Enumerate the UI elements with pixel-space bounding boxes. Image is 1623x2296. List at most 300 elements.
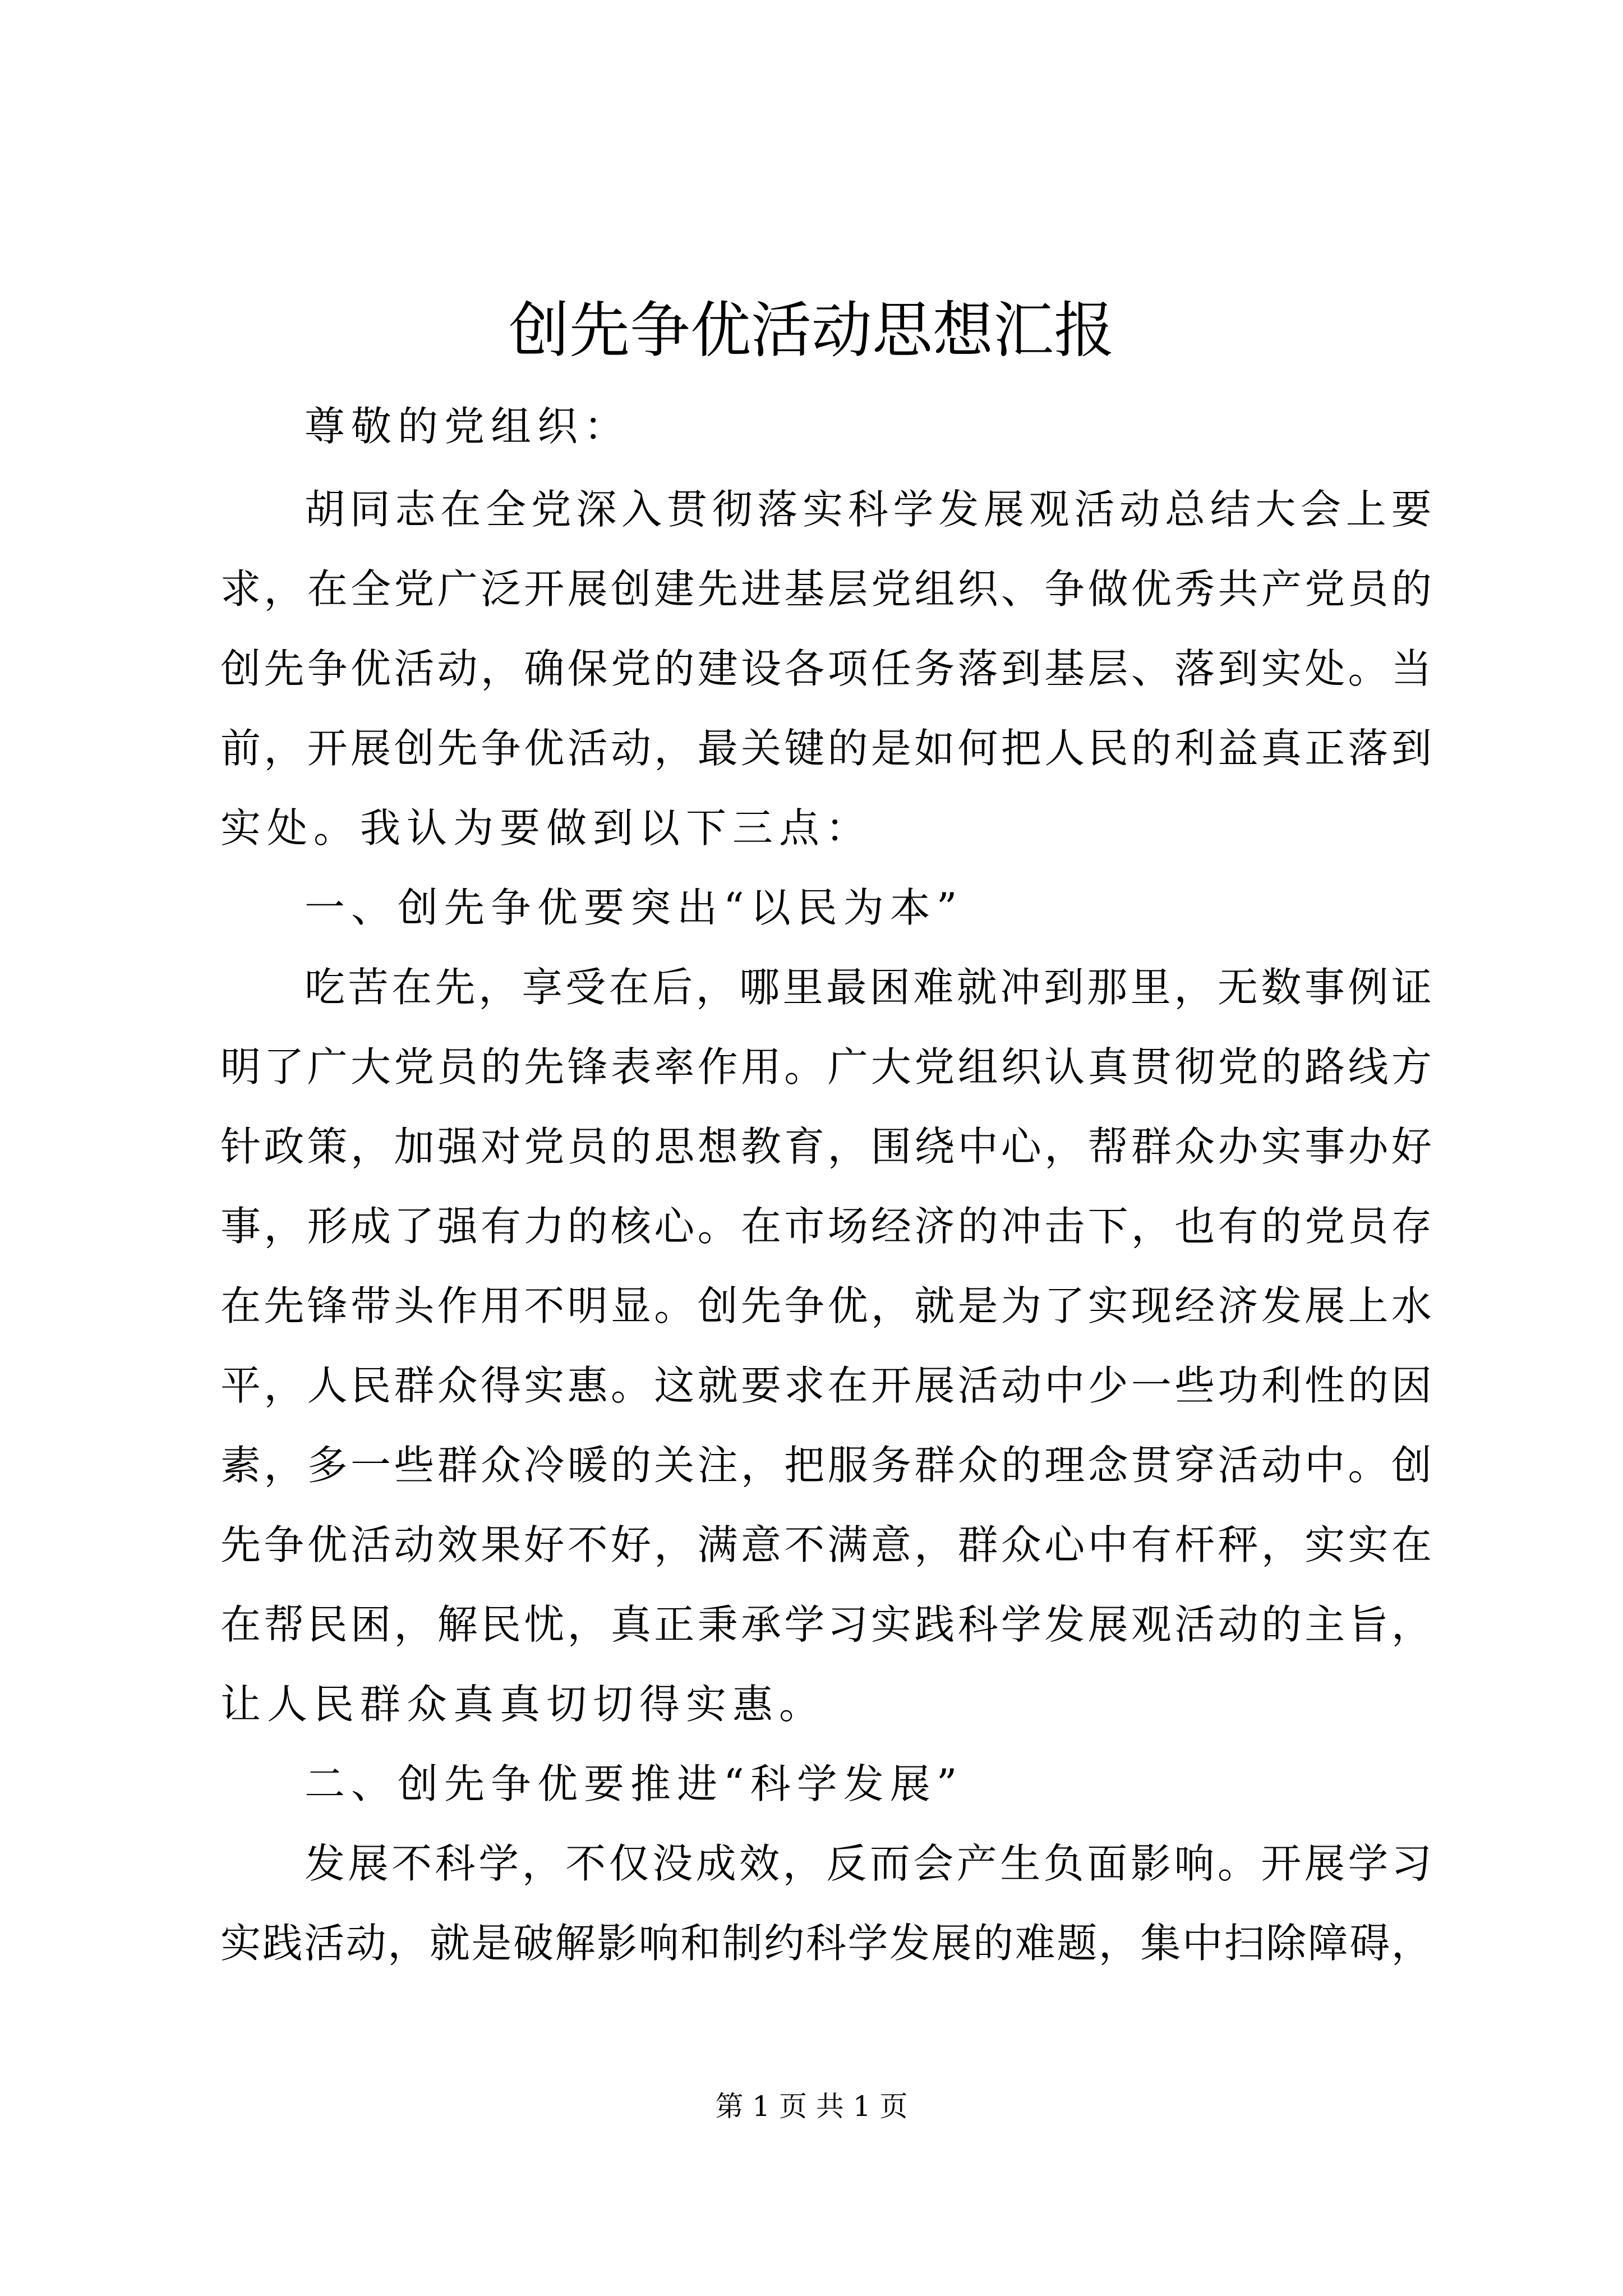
section-heading-2-text: 二、创先争优要推进“科学发展”: [305, 1760, 963, 1807]
glyph: 党: [524, 1123, 565, 1170]
glyph: 党: [610, 645, 651, 692]
glyph: 数: [1261, 964, 1302, 1011]
glyph: 的: [1261, 1601, 1302, 1648]
glyph: 解: [555, 1920, 596, 1967]
glyph: 实: [220, 1920, 261, 1967]
glyph: 先: [697, 565, 738, 613]
glyph: 活: [957, 1362, 998, 1409]
glyph: 建: [654, 565, 695, 613]
glyph: 贯: [1131, 1043, 1172, 1091]
glyph: 的: [1261, 1203, 1302, 1250]
glyph: 注: [697, 1442, 738, 1489]
glyph: 些: [394, 1442, 435, 1489]
glyph: 水: [1391, 1282, 1432, 1329]
glyph: 杆: [1174, 1521, 1215, 1568]
glyph: 破: [513, 1920, 554, 1967]
glyph: 先: [437, 725, 478, 772]
glyph: 先: [220, 1521, 261, 1568]
glyph: ，: [870, 1282, 911, 1329]
glyph: 彻: [1174, 1043, 1215, 1091]
glyph: 层: [827, 565, 868, 613]
glyph: 暖: [567, 1442, 608, 1489]
glyph: 帮: [1087, 1123, 1128, 1170]
glyph: 志: [395, 486, 436, 533]
glyph: 冷: [524, 1442, 565, 1489]
glyph: 动: [610, 725, 651, 772]
glyph: ，: [264, 725, 305, 772]
glyph: 群: [957, 1521, 998, 1568]
paragraph-1-line: [220, 555, 1432, 623]
glyph: 键: [784, 725, 825, 772]
glyph: 发: [1044, 1601, 1085, 1648]
glyph: 组: [914, 565, 955, 613]
glyph: 针: [220, 1123, 261, 1170]
paragraph-2-line: [220, 1272, 1432, 1340]
glyph: ，: [388, 1920, 428, 1967]
glyph: 也: [1174, 1203, 1215, 1250]
glyph: 共: [1218, 565, 1258, 613]
glyph: ，: [1261, 1521, 1302, 1568]
glyph: ，: [914, 1521, 955, 1568]
glyph: 利: [1174, 725, 1215, 772]
glyph: 员: [437, 1043, 478, 1091]
glyph: 科: [435, 1840, 476, 1887]
glyph: 障: [1307, 1920, 1348, 1967]
glyph: 动: [1218, 1601, 1258, 1648]
glyph: 项: [827, 645, 868, 692]
glyph: 在: [608, 964, 649, 1011]
glyph: 的: [957, 1203, 998, 1250]
glyph: ，: [264, 1442, 305, 1489]
glyph: 要: [740, 1362, 781, 1409]
glyph: ，: [654, 1521, 695, 1568]
glyph: 明: [567, 1282, 608, 1329]
glyph: 员: [1348, 1203, 1389, 1250]
glyph: 力: [524, 1203, 565, 1250]
glyph: 上: [1345, 486, 1386, 533]
glyph: 学: [1348, 1840, 1389, 1887]
glyph: 动: [1261, 1442, 1302, 1489]
glyph: 开: [307, 725, 348, 772]
glyph: 习: [1391, 1840, 1432, 1887]
glyph: 各: [784, 645, 825, 692]
glyph: 保: [567, 645, 608, 692]
glyph: 科: [847, 486, 888, 533]
glyph: 开: [870, 1362, 911, 1409]
glyph: 最: [697, 725, 738, 772]
glyph: 建: [697, 645, 738, 692]
glyph: 事: [1304, 1123, 1345, 1170]
glyph: 党: [1218, 1043, 1258, 1091]
glyph: 实: [1087, 1282, 1128, 1329]
glyph: 入: [621, 486, 662, 533]
glyph: 科: [805, 1920, 846, 1967]
glyph: ，: [394, 1601, 435, 1648]
glyph: 的: [610, 1442, 651, 1489]
glyph: 落: [957, 645, 998, 692]
glyph: 的: [654, 645, 695, 692]
section-heading-1: [305, 874, 1432, 941]
glyph: 基: [1044, 645, 1085, 692]
glyph: 除: [1266, 1920, 1307, 1967]
glyph: 展: [348, 1840, 389, 1887]
glyph: 、: [1131, 645, 1172, 692]
glyph: 众: [1174, 1123, 1215, 1170]
glyph: 务: [870, 1442, 911, 1489]
glyph: 设: [740, 645, 781, 692]
glyph: 学: [478, 1840, 519, 1887]
glyph: 心: [1000, 1123, 1041, 1170]
glyph: 受: [565, 964, 606, 1011]
glyph: 学: [893, 486, 934, 533]
paragraph-3-line: [220, 1910, 1432, 1977]
glyph: 中: [1304, 1442, 1345, 1489]
glyph: 众: [437, 1362, 478, 1409]
glyph: 处: [1304, 645, 1345, 692]
glyph: 动: [345, 1920, 386, 1967]
glyph: 展: [1304, 1840, 1345, 1887]
glyph: 实: [803, 486, 843, 533]
glyph: 活: [1218, 1442, 1258, 1489]
glyph: 上: [1348, 1282, 1389, 1329]
glyph: 秀: [1174, 565, 1215, 613]
glyph: ，: [567, 1601, 608, 1648]
section-heading-1-text: 一、创先争优要突出“以民为本”: [305, 884, 963, 931]
glyph: 经: [870, 1203, 911, 1250]
glyph: 因: [1391, 1362, 1432, 1409]
glyph: 群: [1131, 1123, 1172, 1170]
glyph: 先: [264, 1282, 305, 1329]
glyph: 的: [610, 1123, 651, 1170]
glyph: 任: [870, 645, 911, 692]
glyph: 一: [1131, 1362, 1172, 1409]
glyph: 争: [1044, 565, 1085, 613]
glyph: 优: [1131, 565, 1172, 613]
glyph: ，: [1098, 1920, 1139, 1967]
glyph: 响: [638, 1920, 679, 1967]
glyph: 有: [480, 1203, 521, 1250]
glyph: 表: [610, 1043, 651, 1091]
glyph: 的: [480, 1043, 521, 1091]
glyph: 会: [1301, 486, 1341, 533]
glyph: 想: [697, 1123, 738, 1170]
glyph: 党: [1304, 565, 1345, 613]
document-title: 创先争优活动思想汇报: [508, 296, 1114, 366]
glyph: 。: [697, 1203, 738, 1250]
glyph: 民: [307, 1601, 348, 1648]
glyph: 策: [307, 1123, 348, 1170]
glyph: 旨: [1348, 1601, 1389, 1648]
glyph: 苦: [348, 964, 389, 1011]
glyph: 强: [437, 1203, 478, 1250]
glyph: 在: [391, 964, 432, 1011]
glyph: 众: [1000, 1521, 1041, 1568]
glyph: 线: [1348, 1043, 1389, 1091]
glyph: 中: [1182, 1920, 1223, 1967]
glyph: 为: [1000, 1282, 1041, 1329]
glyph: 满: [697, 1521, 738, 1568]
glyph: 动: [394, 1521, 435, 1568]
glyph: 。: [654, 1282, 695, 1329]
glyph: 真: [1087, 1043, 1128, 1091]
glyph: 展: [567, 565, 608, 613]
glyph: 主: [1304, 1601, 1345, 1648]
glyph: 在: [1391, 1521, 1432, 1568]
glyph: 济: [1218, 1282, 1258, 1329]
glyph: 广: [437, 565, 478, 613]
glyph: 深: [576, 486, 617, 533]
glyph: 发: [305, 1840, 345, 1887]
glyph: 展: [1087, 1601, 1128, 1648]
glyph: 多: [307, 1442, 348, 1489]
glyph: 锋: [307, 1282, 348, 1329]
glyph: 同: [349, 486, 390, 533]
glyph: 中: [1044, 1362, 1085, 1409]
glyph: 如: [914, 725, 955, 772]
paragraph-2-line: [220, 1671, 1432, 1738]
glyph: 在: [827, 1362, 868, 1409]
paragraph-1-last-line: 实处。我认为要做到以下三点：: [220, 804, 873, 852]
glyph: 优: [307, 1521, 348, 1568]
glyph: 不: [565, 1840, 606, 1887]
glyph: 人: [307, 1362, 348, 1409]
paragraph-1-line: [220, 794, 1432, 862]
glyph: 动: [1119, 486, 1160, 533]
glyph: 解: [437, 1601, 478, 1648]
glyph: 开: [1261, 1840, 1302, 1887]
glyph: 市: [784, 1203, 825, 1250]
glyph: 确: [524, 645, 565, 692]
glyph: 实: [1261, 645, 1302, 692]
glyph: 在: [220, 1282, 261, 1329]
glyph: 成: [695, 1840, 736, 1887]
glyph: 教: [740, 1123, 781, 1170]
glyph: 心: [1044, 1521, 1085, 1568]
glyph: 动: [1000, 1362, 1041, 1409]
glyph: 的: [1261, 1043, 1302, 1091]
glyph: 广: [307, 1043, 348, 1091]
glyph: 制: [722, 1920, 763, 1967]
glyph: 的: [1391, 565, 1432, 613]
glyph: 效: [739, 1840, 780, 1887]
glyph: 活: [304, 1920, 345, 1967]
glyph: 展: [1304, 1282, 1345, 1329]
glyph: 中: [957, 1123, 998, 1170]
glyph: 员: [567, 1123, 608, 1170]
glyph: ，: [264, 1203, 305, 1250]
glyph: 例: [1348, 964, 1389, 1011]
paragraph-2-line: [220, 1113, 1432, 1180]
glyph: 承: [740, 1601, 781, 1648]
glyph: 是: [471, 1920, 512, 1967]
glyph: 少: [1087, 1362, 1128, 1409]
paragraph-2-line: [220, 1033, 1432, 1101]
glyph: ，: [264, 565, 305, 613]
paragraph-2-last-line: 让人民群众真真切切得实惠。: [220, 1681, 826, 1728]
glyph: ，: [654, 725, 695, 772]
glyph: 率: [654, 1043, 695, 1091]
glyph: 党: [394, 1043, 435, 1091]
paragraph-2-line: [220, 1511, 1432, 1579]
glyph: 彻: [712, 486, 753, 533]
glyph: 最: [826, 964, 867, 1011]
glyph: 观: [1131, 1601, 1172, 1648]
glyph: 响: [1174, 1840, 1215, 1887]
glyph: 。: [1348, 1442, 1389, 1489]
glyph: 组: [957, 1043, 998, 1091]
glyph: 学: [847, 1920, 888, 1967]
glyph: 发: [938, 486, 979, 533]
glyph: 的: [827, 725, 868, 772]
glyph: 关: [654, 1442, 695, 1489]
glyph: 服: [827, 1442, 868, 1489]
glyph: 作: [437, 1282, 478, 1329]
glyph: 织: [957, 565, 998, 613]
glyph: ，: [522, 1840, 562, 1887]
glyph: 强: [437, 1123, 478, 1170]
glyph: 好: [1391, 1123, 1432, 1170]
glyph: ，: [1044, 1123, 1085, 1170]
glyph: 到: [1391, 725, 1432, 772]
glyph: 群: [394, 1362, 435, 1409]
glyph: 在: [220, 1601, 261, 1648]
glyph: 享: [522, 964, 562, 1011]
glyph: 是: [870, 725, 911, 772]
glyph: 意: [740, 1521, 781, 1568]
glyph: 反: [826, 1840, 867, 1887]
glyph: 在: [440, 486, 481, 533]
glyph: 的: [1131, 725, 1172, 772]
glyph: 思: [654, 1123, 695, 1170]
glyph: ，: [740, 1442, 781, 1489]
glyph: 科: [957, 1601, 998, 1648]
glyph: 。: [610, 1362, 651, 1409]
glyph: 真: [1261, 725, 1302, 772]
glyph: 没: [652, 1840, 693, 1887]
glyph: 到: [1000, 645, 1041, 692]
glyph: 下: [1087, 1203, 1128, 1250]
glyph: 民: [350, 1362, 391, 1409]
salutation-text: 尊敬的党组织：: [305, 403, 631, 450]
glyph: 学: [1000, 1601, 1041, 1648]
glyph: 泛: [480, 565, 521, 613]
glyph: 育: [784, 1123, 825, 1170]
glyph: 争: [784, 1282, 825, 1329]
glyph: ，: [1131, 1203, 1172, 1250]
glyph: ，: [782, 1840, 823, 1887]
glyph: 践: [262, 1920, 303, 1967]
glyph: 有: [1131, 1521, 1172, 1568]
glyph: 展: [984, 486, 1025, 533]
glyph: 活: [1174, 1601, 1215, 1648]
glyph: 创: [610, 565, 651, 613]
glyph: 就: [956, 964, 997, 1011]
glyph: 是: [957, 1282, 998, 1329]
glyph: 冲: [1000, 964, 1041, 1011]
glyph: 展: [914, 1362, 955, 1409]
glyph: ，: [695, 964, 736, 1011]
glyph: ，: [478, 964, 519, 1011]
glyph: 成: [350, 1203, 391, 1250]
glyph: 锋: [567, 1043, 608, 1091]
glyph: 正: [654, 1601, 695, 1648]
glyph: 争: [307, 645, 348, 692]
glyph: 实: [524, 1362, 565, 1409]
paragraph-2-line: [220, 1193, 1432, 1260]
glyph: 形: [307, 1203, 348, 1250]
glyph: 后: [652, 964, 693, 1011]
glyph: 素: [220, 1442, 261, 1489]
glyph: 头: [394, 1282, 435, 1329]
glyph: 政: [264, 1123, 305, 1170]
glyph: 扫: [1224, 1920, 1265, 1967]
glyph: 用: [740, 1043, 781, 1091]
glyph: 会: [913, 1840, 954, 1887]
glyph: 习: [827, 1601, 868, 1648]
glyph: 难: [913, 964, 954, 1011]
glyph: 正: [1304, 725, 1345, 772]
glyph: 实: [1261, 1123, 1302, 1170]
glyph: 民: [1087, 725, 1128, 772]
glyph: 的: [973, 1920, 1014, 1967]
glyph: ，: [480, 645, 521, 692]
glyph: 作: [697, 1043, 738, 1091]
glyph: 求: [220, 565, 261, 613]
glyph: 创: [697, 1282, 738, 1329]
glyph: 实: [1348, 1521, 1389, 1568]
glyph: 益: [1218, 725, 1258, 772]
glyph: 践: [914, 1601, 955, 1648]
glyph: 开: [524, 565, 565, 613]
glyph: 了: [394, 1203, 435, 1250]
glyph: 党: [914, 1043, 955, 1091]
glyph: 创: [394, 725, 435, 772]
glyph: 生: [1000, 1840, 1041, 1887]
glyph: 那: [1087, 964, 1128, 1011]
glyph: 织: [1000, 1043, 1041, 1091]
glyph: 面: [1087, 1840, 1128, 1887]
glyph: 活: [567, 725, 608, 772]
glyph: 带: [350, 1282, 391, 1329]
glyph: 经: [1174, 1282, 1215, 1329]
glyph: 这: [654, 1362, 695, 1409]
glyph: 。: [1217, 1840, 1258, 1887]
glyph: 大: [350, 1043, 391, 1091]
glyph: 和: [680, 1920, 721, 1967]
glyph: 加: [394, 1123, 435, 1170]
glyph: 路: [1304, 1043, 1345, 1091]
glyph: 务: [914, 645, 955, 692]
glyph: 实: [1304, 1521, 1345, 1568]
glyph: 难: [1015, 1920, 1055, 1967]
glyph: 秉: [697, 1601, 738, 1648]
glyph: 在: [307, 565, 348, 613]
glyph: 办: [1348, 1123, 1389, 1170]
glyph: 人: [1044, 725, 1085, 772]
glyph: 果: [480, 1521, 521, 1568]
glyph: 理: [1044, 1442, 1085, 1489]
glyph: 发: [1261, 1282, 1302, 1329]
glyph: 基: [784, 565, 825, 613]
glyph: 民: [480, 1601, 521, 1648]
glyph: 意: [870, 1521, 911, 1568]
glyph: ，: [1391, 1920, 1432, 1967]
glyph: 忧: [524, 1601, 565, 1648]
glyph: 活: [350, 1521, 391, 1568]
glyph: 创: [220, 645, 261, 692]
glyph: 不: [784, 1521, 825, 1568]
glyph: 做: [1087, 565, 1128, 613]
